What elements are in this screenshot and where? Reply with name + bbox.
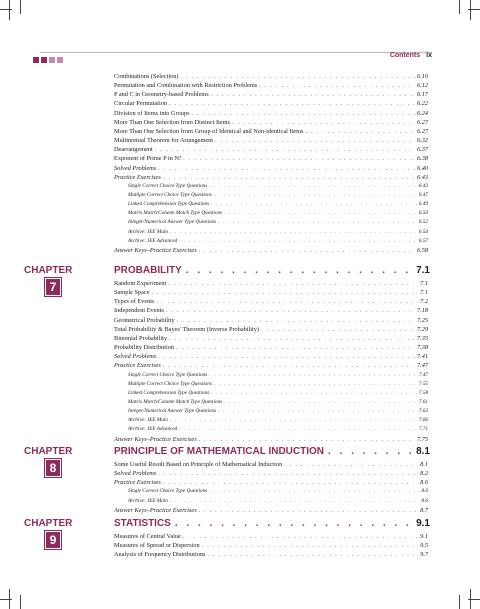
toc-entry[interactable] [128,218,428,227]
toc-entry[interactable] [114,72,428,81]
toc-entry-page: 6.10 [416,73,428,80]
toc-entry-page: 6.32 [416,137,428,145]
toc-entry[interactable] [128,407,428,416]
toc-entry[interactable] [114,246,428,255]
toc-entry-page: 6.49 [418,201,428,208]
toc-entry-title: Solved Problems [114,164,157,172]
toc-entry-page: 7.63 [418,408,428,415]
toc-leader-dots [218,218,417,227]
toc-entry-title: Matrix Match/Column Match Type Questions [128,210,223,217]
toc-entry[interactable] [114,279,428,288]
toc-leader-dots [179,237,417,246]
toc-entry-title: Matrix Match/Column Match Type Questions [128,398,223,405]
chapter-label: CHAPTER [24,446,73,457]
toc-leader-dots [170,416,417,425]
toc-entry-page: 7.41 [416,353,428,361]
chapter-number-badge: 9 [46,532,60,548]
chapter-title: STATISTICS [114,518,171,529]
toc-entry-page: 6.58 [416,246,428,254]
chapter-title: PROBABILITY [114,265,182,276]
toc-entry-page: 7.18 [416,307,428,315]
toc-leader-dots [261,325,415,334]
toc-entry-page: 7.29 [416,325,428,333]
toc-leader-dots [211,389,417,398]
toc-entry-page: 9.7 [420,551,428,559]
toc-leader-dots [183,154,415,163]
toc-entry[interactable] [114,288,428,297]
toc-leader-dots [305,127,415,136]
toc-leader-dots [214,380,417,389]
toc-entry-title: Types of Events [114,298,155,306]
crop-mark [0,9,12,10]
toc-entry-title: Some Useful Result Based on Principle of Mathematical Induction [114,461,283,468]
crop-mark [9,589,10,609]
toc-entry[interactable] [114,99,428,108]
toc-leader-dots [158,164,415,173]
toc-entry[interactable] [114,334,428,343]
toc-entry[interactable] [114,154,428,163]
toc-entry-title: P and C in Geometry-based Problems [114,91,209,99]
toc-entry-page: 6.12 [416,82,428,90]
toc-entry-page: 6.38 [416,155,428,163]
toc-entry[interactable] [128,200,428,209]
header-square [49,57,55,63]
toc-entry-title: Single Correct Choice Type Questions [128,371,208,378]
toc-leader-dots [218,407,417,416]
toc-entry-page: 7.1 [420,289,428,297]
toc-entry[interactable] [114,506,428,515]
toc-entry-title: Multiple Correct Choice Type Questions [128,380,212,387]
toc-leader-dots [209,371,417,380]
toc-entry[interactable] [128,209,428,218]
toc-entry-title: Dearrangement [114,146,153,154]
toc-entry-title: Binomial Probability [114,334,167,342]
toc-leader-dots [163,173,415,182]
toc-leader-dots [175,518,412,529]
toc-entry-page: 6.50 [418,210,428,217]
chapter-page: 8.1 [416,446,430,457]
toc-leader-dots [152,288,419,297]
toc-entry-title: Linked Comprehension Type Questions [128,389,210,396]
toc-entry-title: Independent Events [114,307,164,315]
chapter-title: PRINCIPLE OF MATHEMATICAL INDUCTION [114,446,324,457]
toc-entry[interactable] [114,343,428,352]
toc-entry-title: Archive: JEE Main [128,497,168,504]
toc-entry-title: Multinomial Theorem for Arrangement [114,137,214,145]
toc-leader-dots [211,90,415,99]
toc-leader-dots [328,446,412,457]
toc-entry[interactable] [114,145,428,154]
toc-entry-page: 6.24 [416,109,428,117]
toc-entry[interactable] [128,389,428,398]
toc-leader-dots [163,361,415,370]
toc-entry[interactable] [128,182,428,191]
chapter-number-badge: 8 [46,460,60,476]
toc-entry-title: Multiple Correct Choice Type Questions [128,191,212,198]
toc-entry[interactable] [114,136,428,145]
toc-entry[interactable] [128,497,428,506]
toc-entry[interactable] [114,469,428,478]
toc-entry-title: Integer/Numerical Answer Type Questions [128,219,217,226]
toc-entry[interactable] [128,228,428,237]
toc-entry-page: 6.27 [416,127,428,135]
toc-leader-dots [183,532,418,541]
toc-entry-page: 6.43 [418,182,428,189]
toc-leader-dots [186,265,412,276]
toc-leader-dots [224,398,417,407]
toc-leader-dots [199,435,415,444]
toc-entry-title: Sample Space [114,289,150,297]
toc-leader-dots [181,72,415,81]
crop-mark [470,0,471,20]
toc-leader-dots [166,306,415,315]
toc-entry[interactable] [114,173,428,182]
toc-entry-page: 6.40 [416,164,428,172]
toc-leader-dots [209,182,417,191]
toc-entry-page: 8.6 [420,479,428,487]
toc-entry-page: 6.47 [418,191,428,198]
toc-entry-page: 7.61 [418,398,428,405]
toc-entry-title: Total Probability & Bayes' Theorem (Inverse Probability) [114,325,260,333]
toc-entry-page: 7.25 [416,316,428,324]
toc-entry-title: Combinations (Selection) [114,73,179,80]
toc-entry-title: Single Correct Choice Type Questions [128,488,208,495]
toc-entry-page: 7.66 [418,417,428,424]
toc-entry-page: 6.57 [418,237,428,244]
toc-entry[interactable] [114,352,428,361]
toc-entry[interactable] [114,81,428,90]
toc-entry-page: 6.22 [416,100,428,108]
toc-entry[interactable] [114,541,428,550]
toc-entry-title: Archive: JEE Advanced [128,237,178,244]
toc-entry-title: Practice Exercises [114,479,161,487]
toc-entry-title: Answer Keys–Practice Exercises [114,506,197,514]
toc-entry-title: Linked Comprehension Type Questions [128,201,210,208]
header-rule [40,52,432,53]
toc-leader-dots [215,136,415,145]
toc-entry-page: 9.5 [420,542,428,550]
toc-leader-dots [199,246,415,255]
toc-entry-page: 6.17 [416,91,428,99]
toc-entry-title: Exponent of Prime P in N! [114,155,182,163]
header-squares [33,57,63,63]
running-head-page: ix [426,52,432,59]
toc-entry-title: Analysis of Frequency Distributions [114,551,206,559]
toc-entry-title: Solved Problems [114,470,157,478]
toc-leader-dots [156,297,418,306]
toc-leader-dots [177,316,415,325]
toc-leader-dots [207,550,418,559]
toc-entry[interactable] [114,90,428,99]
toc-entry-page: 6.43 [416,173,428,181]
toc-entry-page: 6.54 [418,228,428,235]
toc-entry-title: Permutation and Combination with Restriction Problems [114,82,258,90]
toc-entry-page: 6.52 [418,219,428,226]
toc-entry-title: Practice Exercises [114,173,161,181]
chapter-heading[interactable] [114,518,430,529]
toc-entry[interactable] [114,164,428,173]
chapter-heading[interactable] [114,446,430,457]
toc-leader-dots [192,109,415,118]
toc-entry[interactable] [128,371,428,380]
toc-entry[interactable] [114,460,428,469]
toc-entry[interactable] [128,487,428,496]
chapter-label: CHAPTER [24,265,73,276]
toc-entry-title: More Than One Selection from Distinct Items [114,118,231,126]
toc-entry[interactable] [114,118,428,127]
toc-entry-page: 7.58 [418,389,428,396]
toc-entry-title: Archive: JEE Main [128,228,168,235]
chapter-page: 9.1 [416,518,430,529]
toc-entry-title: Solved Problems [114,353,157,361]
toc-entry[interactable] [114,306,428,315]
toc-entry-page: 8.2 [420,470,428,478]
toc-entry-title: Circular Permutation [114,100,167,108]
crop-mark [20,595,21,609]
header-square [33,57,39,63]
toc-entry-page: 7.1 [420,280,428,287]
header-square [41,57,47,63]
toc-entry[interactable] [114,297,428,306]
toc-entry-title: Archive: JEE Main [128,417,168,424]
toc-leader-dots [209,487,419,496]
toc-leader-dots [158,469,418,478]
toc-entry-title: More Than One Selection from Group of Identical and Non-identical Items [114,127,304,135]
toc-entry-title: Answer Keys–Practice Exercises [114,246,197,254]
toc-leader-dots [202,541,418,550]
toc-entry-page: 8.6 [421,497,428,504]
toc-leader-dots [170,228,417,237]
header-square [57,57,63,63]
toc-entry[interactable] [128,416,428,425]
toc-leader-dots [284,460,418,469]
toc-entry-title: Measures of Spread or Dispersion [114,542,200,550]
toc-entry-page: 7.2 [420,298,428,306]
toc-entry-page: 7.75 [416,435,428,443]
chapter-number-badge: 7 [46,279,60,295]
toc-entry[interactable] [114,361,428,370]
toc-entry-title: Practice Exercises [114,362,161,370]
toc-leader-dots [179,425,417,434]
toc-leader-dots [170,497,420,506]
toc-entry[interactable] [128,237,428,246]
crop-mark [459,595,460,609]
toc-leader-dots [232,118,415,127]
running-head-section: Contents [389,52,421,59]
toc-entry[interactable] [128,425,428,434]
chapter-heading[interactable] [114,265,430,276]
toc-entry-page: 7.71 [418,426,428,433]
toc-leader-dots [176,343,415,352]
toc-entry-page: 8.7 [420,506,428,514]
toc-leader-dots [214,191,417,200]
toc-entry-title: Division of Items into Groups [114,109,190,117]
crop-mark [459,0,460,14]
toc-entry[interactable] [114,532,428,541]
toc-entry[interactable] [114,435,428,444]
chapter-page: 7.1 [416,265,430,276]
toc-entry-title: Probability Distribution [114,344,174,352]
toc-entry-page: 6.27 [416,118,428,126]
running-head [390,52,432,59]
toc-leader-dots [169,99,415,108]
toc-entry-page: 7.35 [416,334,428,342]
toc-leader-dots [224,209,417,218]
toc-entry[interactable] [128,191,428,200]
toc-leader-dots [163,478,418,487]
chapter-label: CHAPTER [24,518,73,529]
toc-leader-dots [168,279,418,288]
toc-leader-dots [155,145,415,154]
crop-mark [0,599,12,600]
toc-entry[interactable] [114,550,428,559]
toc-entry[interactable] [114,127,428,136]
crop-mark [470,589,471,609]
toc-leader-dots [158,352,415,361]
toc-entry[interactable] [114,316,428,325]
toc-entry-page: 6.37 [416,146,428,154]
toc-entry-title: Answer Keys–Practice Exercises [114,435,197,443]
toc-entry[interactable] [114,478,428,487]
toc-entry[interactable] [128,380,428,389]
toc-entry[interactable] [114,325,428,334]
toc-entry-title: Single Correct Choice Type Questions [128,182,208,189]
toc-entry-title: Archive: JEE Advanced [128,426,178,433]
toc-leader-dots [169,334,415,343]
toc-entry-title: Random Experiment [114,280,167,287]
crop-mark [9,0,10,20]
toc-entry[interactable] [114,109,428,118]
toc-entry-title: Measures of Central Value [114,533,181,540]
toc-entry-page: 7.55 [418,380,428,387]
toc-entry-title: Integer/Numerical Answer Type Questions [128,408,217,415]
toc-leader-dots [211,200,417,209]
toc-leader-dots [199,506,418,515]
toc-entry-page: 7.47 [416,362,428,370]
toc-entry-page: 7.47 [418,371,428,378]
toc-entry-page: 8.1 [420,461,428,468]
toc-entry-page: 9.1 [420,533,428,540]
toc-entry-page: 8.6 [421,488,428,495]
toc-leader-dots [259,81,415,90]
toc-entry-title: Geometrical Probability [114,316,175,324]
crop-mark [20,0,21,14]
toc-entry-page: 7.38 [416,344,428,352]
toc-entry[interactable] [128,398,428,407]
